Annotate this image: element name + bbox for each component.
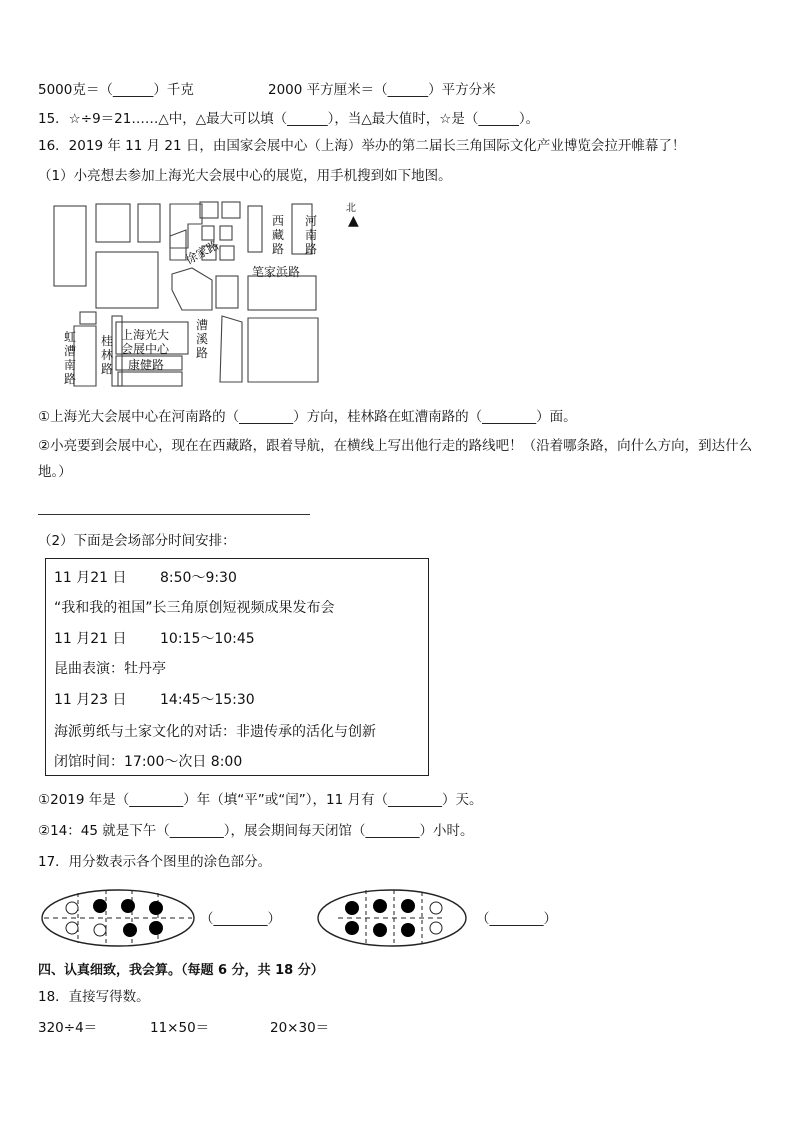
schedule-row — [54, 689, 255, 709]
schedule-time: 10:15～10:45 — [160, 631, 255, 647]
oval-figure-1 — [42, 890, 194, 946]
question-16-2a: ①2019 年是（________）年（填“平”或“闰”），11 月有（________）天。 — [38, 792, 483, 808]
schedule-date: 11 月23 日 — [54, 692, 127, 708]
map-label-xizang: 西藏路 — [272, 214, 285, 256]
schedule-event: 昆曲表演：牡丹亭 — [54, 661, 166, 677]
schedule-closing: 闭馆时间：17:00～次日 8:00 — [54, 754, 243, 770]
calc-1: 320÷4＝ — [38, 1020, 98, 1036]
question-16-1a: ①上海光大会展中心在河南路的（________）方向，桂林路在虹漕南路的（________）面。 — [38, 409, 577, 425]
schedule-date: 11 月21 日 — [54, 631, 127, 647]
question-16-part-1: （1）小亮想去参加上海光大会展中心的展览，用手机搜到如下地图。 — [38, 168, 452, 184]
schedule-time: 8:50～9:30 — [160, 570, 237, 586]
calc-3: 20×30＝ — [270, 1020, 330, 1036]
question-16-2b: ②14：45 就是下午（________），展会期间每天闭馆（________）小时。 — [38, 823, 474, 839]
answer-line[interactable] — [38, 514, 310, 515]
map-label-bijia: 笔家浜路 — [252, 265, 301, 279]
question-16-part-2: （2）下面是会场部分时间安排： — [38, 533, 236, 549]
section-4-heading: 四、认真细致，我会算。（每题 6 分，共 18 分） — [38, 963, 324, 978]
conversion-area: 2000 平方厘米＝（______）平方分米 — [268, 82, 496, 98]
map-label-guilin: 桂林路 — [101, 334, 114, 376]
map-label-henan: 河南路 — [305, 214, 318, 256]
schedule-box — [45, 558, 429, 776]
north-arrow-icon: ▲ — [348, 213, 359, 229]
map-label-kangjian: 康健路 — [128, 358, 165, 372]
calc-2: 11×50＝ — [150, 1020, 210, 1036]
map-label-hongcao: 虹漕南路 — [64, 330, 77, 386]
schedule-row — [54, 567, 237, 587]
map-label-xujia: 徐家路 — [182, 237, 222, 268]
oval-figure-2 — [318, 890, 466, 946]
answer-blank-2[interactable]: （________） — [476, 911, 557, 927]
conversion-kg: 5000克＝（______）千克 — [38, 82, 194, 98]
schedule-event: “我和我的祖国”长三角原创短视频成果发布会 — [54, 600, 335, 616]
schedule-row — [54, 628, 255, 648]
question-16-1b: ②小亮要到会展中心，现在在西藏路，跟着导航，在横线上写出他行走的路线吧！（沿着哪条路，向什么方向，到达什么地。） — [38, 438, 753, 480]
map-north-label: 北 — [346, 203, 356, 214]
map-label-caoxi: 漕溪路 — [196, 318, 209, 360]
schedule-date: 11 月21 日 — [54, 570, 127, 586]
question-16: 16．2019 年 11 月 21 日，由国家会展中心（上海）举办的第二届长三角国际文化产业博览会拉开帷幕了！ — [38, 138, 686, 154]
answer-blank-1[interactable]: （________） — [200, 911, 281, 927]
schedule-time: 14:45～15:30 — [160, 692, 255, 708]
map-label-venue-line2: 会展中心 — [121, 342, 170, 356]
map-label-venue-line1: 上海光大 — [121, 328, 170, 342]
question-17: 17．用分数表示各个图里的涂色部分。 — [38, 854, 272, 870]
question-18: 18．直接写得数。 — [38, 989, 150, 1005]
schedule-event: 海派剪纸与土家文化的对话：非遗传承的活化与创新 — [54, 724, 376, 740]
question-15: 15．☆÷9＝21……△中，△最大可以填（______），当△最大值时，☆是（______）。 — [38, 111, 540, 127]
